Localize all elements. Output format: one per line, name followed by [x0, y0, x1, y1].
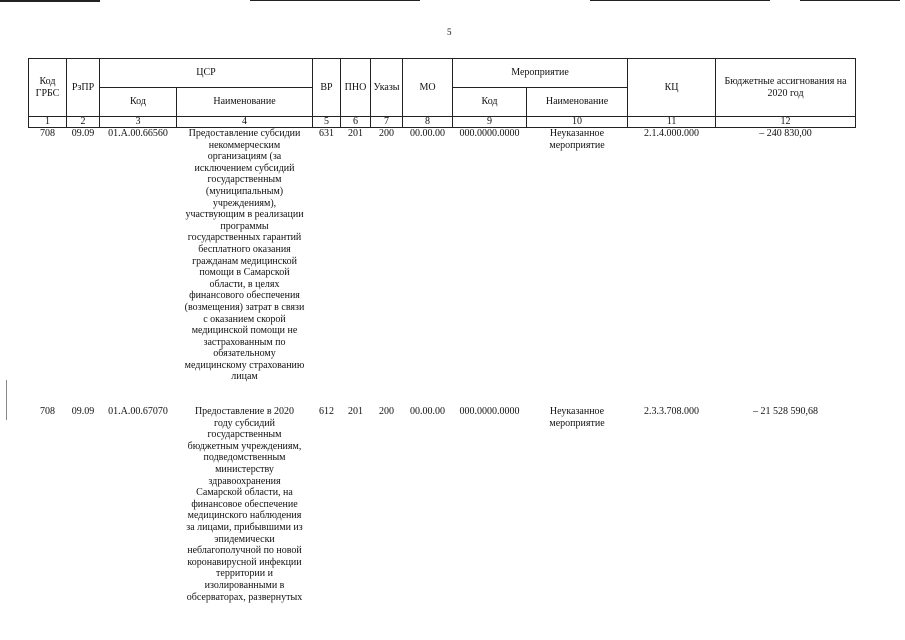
column-number: 9 — [453, 117, 527, 128]
cell-pno: 201 — [348, 128, 364, 139]
header-rzpr: РзПР — [67, 59, 100, 117]
cell-event-code: 000.0000.0000 — [459, 406, 520, 417]
table-row — [29, 398, 856, 603]
scan-artifact-top-right — [590, 0, 770, 1]
cell-mo: 00.00.00 — [410, 128, 446, 139]
header-kod-grbs: Код ГРБС — [29, 59, 67, 117]
column-number: 8 — [403, 117, 453, 128]
header-budget: Бюджетные ассигнования на 2020 год — [716, 59, 856, 117]
cell-event-code: 000.0000.0000 — [459, 128, 520, 139]
cell-ukazy: 200 — [379, 128, 395, 139]
scan-artifact-top-middle — [250, 0, 420, 1]
column-number: 5 — [313, 117, 341, 128]
cell-grbs: 708 — [40, 406, 55, 417]
cell-name — [177, 398, 313, 603]
column-number: 4 — [177, 117, 313, 128]
cell-event-name: Неуказанное мероприятие — [549, 406, 605, 429]
column-number: 2 — [67, 117, 100, 128]
header-csr: ЦСР — [100, 59, 313, 88]
column-number: 6 — [341, 117, 371, 128]
scan-artifact-top-left — [0, 0, 100, 2]
cell-csr-code: 01.А.00.67070 — [108, 406, 168, 417]
cell-vr: 612 — [319, 406, 335, 417]
cell-amount: – 21 528 590,68 — [753, 406, 819, 417]
header-ukazy: Указы — [371, 59, 403, 117]
cell-kc: 2.1.4.000.000 — [644, 128, 700, 139]
header-event: Мероприятие — [453, 59, 628, 88]
column-number: 1 — [29, 117, 67, 128]
header-mo: МО — [403, 59, 453, 117]
cell-ukazy: 200 — [379, 406, 395, 417]
table-row — [29, 128, 856, 399]
cell-name — [177, 128, 313, 399]
budget-table — [28, 58, 856, 603]
cell-mo: 00.00.00 — [410, 406, 446, 417]
cell-rzpr: 09.09 — [71, 128, 95, 139]
header-vr: ВР — [313, 59, 341, 117]
scan-artifact-top-far-right — [800, 0, 900, 1]
header-event-kod: Код — [453, 88, 527, 117]
scan-artifact-left-edge — [6, 380, 7, 420]
header-csr-kod: Код — [100, 88, 177, 117]
header-event-name: Наименование — [527, 88, 628, 117]
column-number: 11 — [628, 117, 716, 128]
cell-pno: 201 — [348, 406, 364, 417]
cell-csr-code: 01.А.00.66560 — [108, 128, 168, 139]
header-csr-name: Наименование — [177, 88, 313, 117]
column-number: 12 — [716, 117, 856, 128]
column-number: 10 — [527, 117, 628, 128]
header-kc: КЦ — [628, 59, 716, 117]
cell-name-text: Предоставление субсидии некоммерческим организациям (за исключением субсидий государственным (муниципальным) учреждениям), участвующим в реализации программы государственных гарантий бесплатного оказания гражданам медицинской помощи в Самарской области, в целях финансового обеспечения (возмещения) затрат в связи с оказанием скорой медицинской помощи не застрахованным по обязательному медицинскому страхованию лицам — [184, 128, 305, 383]
page-number: 5 — [447, 27, 452, 37]
column-number: 7 — [371, 117, 403, 128]
cell-event-name: Неуказанное мероприятие — [549, 128, 605, 151]
cell-name-text: Предоставление в 2020 году субсидий государственным бюджетным учреждениям, подведомственным министерству здравоохранения Самарской области, на финансовое обеспечение медицинского наблюдения за лицами, прибывшими из эпидемически неблагополучной по новой коронавирусной инфекции территории и изолированными в обсерваторах, развернутых — [186, 406, 303, 603]
cell-grbs: 708 — [40, 128, 55, 139]
header-pno: ПНО — [341, 59, 371, 117]
cell-rzpr: 09.09 — [71, 406, 95, 417]
cell-vr: 631 — [319, 128, 335, 139]
cell-kc: 2.3.3.708.000 — [644, 406, 700, 417]
column-number: 3 — [100, 117, 177, 128]
cell-amount: – 240 830,00 — [759, 128, 812, 139]
